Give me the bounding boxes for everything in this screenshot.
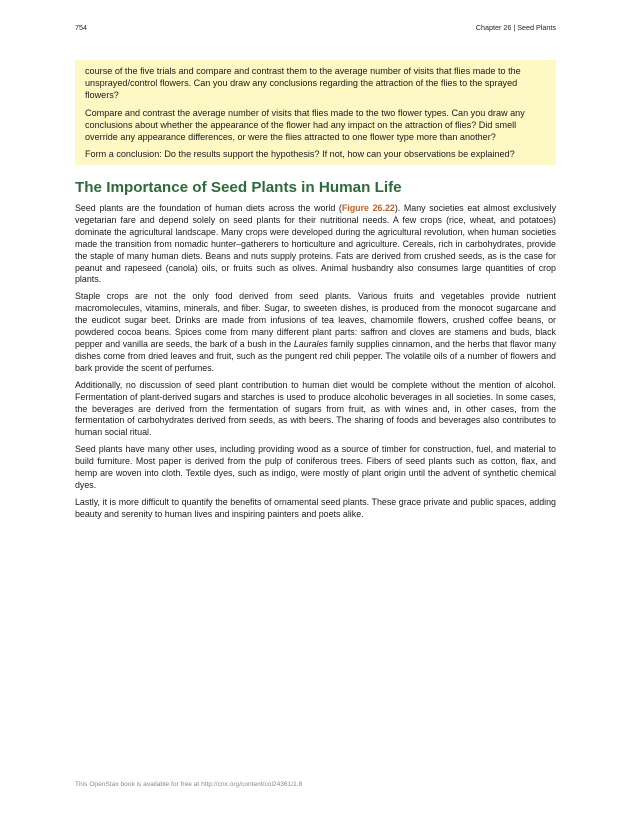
body-paragraph: Seed plants have many other uses, including providing wood as a source of timber for construction, fuel, and material to build furniture. Most paper is derived from the pulp of coniferous trees. Fibers of seed plants such as cotton, flax, and hemp are woven into cloth. Textile dyes, such as indigo, were mostly of plant origin until the advent of synthetic chemical dyes. bbox=[75, 444, 556, 490]
callout-paragraph: Form a conclusion: Do the results support the hypothesis? If not, how can your observations be explained? bbox=[85, 149, 515, 160]
body-paragraph bbox=[75, 291, 556, 374]
body-paragraph: Lastly, it is more difficult to quantify the benefits of ornamental seed plants. These grace private and public spaces, adding beauty and serenity to human lives and inspiring painters and poets alike. bbox=[75, 496, 556, 519]
callout-paragraph: Compare and contrast the average number of visits that flies made to the two flower types. Can you draw any conclusions about whether the appearance of the flower had any impact on the attraction of flies? Did smell override any appearance differences, or were the flies attracted to one flower type more than another? bbox=[85, 107, 525, 143]
header-separator: | bbox=[513, 23, 516, 32]
figure-reference-link[interactable]: Figure 26.22 bbox=[341, 203, 395, 213]
paragraph-text: Staple crops are not the only food derived from seed plants. Various fruits and vegetables provide nutrient macromolecules, vitamins, minerals, and fiber. Sugar, to sweeten dishes, is produced from the monocot sugarcane and the eudicot sugar beet. Drinks are made from infusions of tea leaves, chamomile flowers, crushed coffee beans, or powdered cocoa beans. Spices come from many different plant parts: saffron and cloves are stamens and buds, black pepper and vanilla are seeds, the bark of a bush in the bbox=[75, 291, 556, 349]
activity-callout-box bbox=[75, 60, 556, 165]
paragraph-text: family supplies cinnamon, and the herbs that flavor many dishes come from dried leaves and fruit, such as the pungent red chili pepper. The volatile oils of a number of flowers and bark provide the scent of perfumes. bbox=[75, 338, 556, 373]
paragraph-text: ). Many societies eat almost exclusively vegetarian fare and depend solely on seed plants for their nutritional needs. A few crops (rice, wheat, and potatoes) dominate the agricultural landscape. Many crops were developed during the agricultural revolution, when human societies made the transition from nomadic hunter–gatherers to horticulture and agriculture. Cereals, rich in carbohydrates, provide the staple of many human diets. Beans and nuts supply proteins. Fats are derived from crushed seeds, as is the case for peanut and rapeseed (canola) oils, or fruits such as olives. Animal husbandry also consumes large quantities of crop plants. bbox=[75, 203, 557, 285]
page-number: 754 bbox=[75, 23, 87, 32]
chapter-title: Seed Plants bbox=[517, 23, 556, 32]
body-paragraph: Additionally, no discussion of seed plant contribution to human diet would be complete without the mention of alcohol. Fermentation of plant-derived sugars and starches is used to produce alcoholic beverages in all societies. In some cases, the beverages are derived from the fermentation of sugars from fruit, as with wines and, in other cases, from the fermentation of carbohydrates derived from seeds, as with beers. The sharing of foods and beverages also contributes to human social ritual. bbox=[75, 379, 556, 438]
page-header bbox=[75, 23, 556, 37]
chapter-number: Chapter 26 bbox=[475, 23, 512, 32]
page-footer: This OpenStax book is available for free at http://cnx.org/content/col24361/1.8 bbox=[75, 781, 303, 788]
chapter-label bbox=[476, 23, 556, 32]
body-paragraph bbox=[75, 203, 556, 286]
paragraph-text: Seed plants are the foundation of human diets across the world ( bbox=[75, 203, 342, 213]
italic-term: Laurales bbox=[293, 338, 328, 349]
section-body bbox=[75, 203, 556, 526]
section-title: The Importance of Seed Plants in Human Life bbox=[75, 179, 402, 196]
callout-paragraph: course of the five trials and compare and contrast them to the average number of visits that flies made to the unsprayed/control flowers. Can you draw any conclusions regarding the attraction of the flies to the sprayed flowers? bbox=[85, 66, 521, 101]
